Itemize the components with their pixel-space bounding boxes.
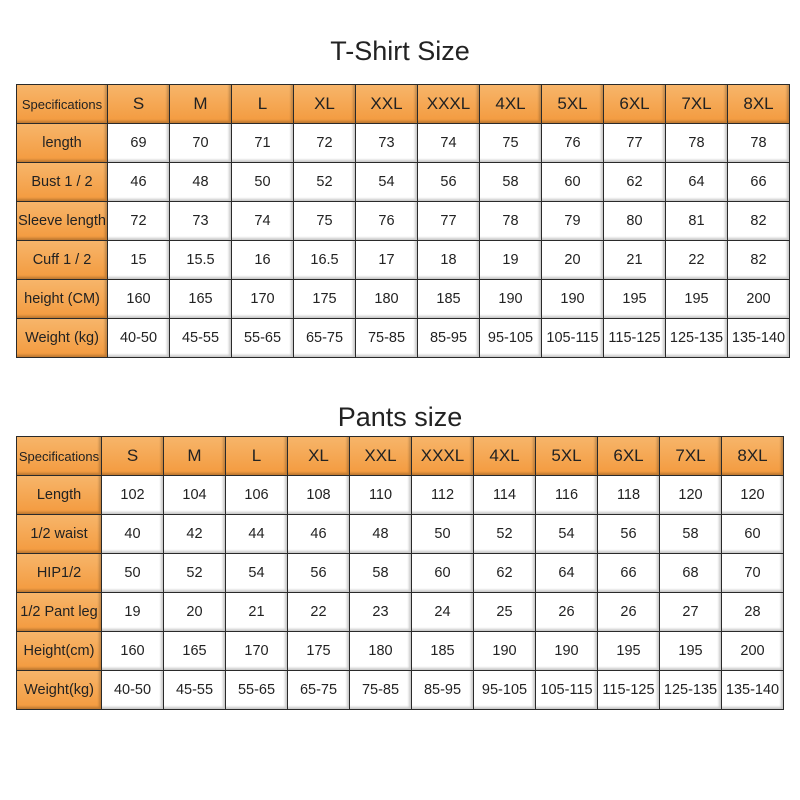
size-header-cell: 5XL: [536, 436, 598, 476]
size-header-cell: M: [170, 84, 232, 124]
size-header-cell: 7XL: [660, 436, 722, 476]
size-header-cell: XXXL: [412, 436, 474, 476]
tshirt-header-row: [16, 84, 790, 124]
measurement-cell: 195: [604, 280, 666, 319]
measurement-cell: 15: [108, 241, 170, 280]
row-label-cell: length: [16, 124, 108, 163]
row-label-cell: Height(cm): [16, 632, 102, 671]
size-header-cell: 6XL: [604, 84, 666, 124]
row-label-cell: Cuff 1 / 2: [16, 241, 108, 280]
measurement-cell: 52: [294, 163, 356, 202]
measurement-cell: 52: [474, 515, 536, 554]
measurement-cell: 69: [108, 124, 170, 163]
measurement-cell: 106: [226, 476, 288, 515]
measurement-cell: 190: [480, 280, 542, 319]
measurement-cell: 120: [722, 476, 784, 515]
row-label-cell: HIP1/2: [16, 554, 102, 593]
row-label-cell: Weight (kg): [16, 319, 108, 358]
measurement-cell: 135-140: [722, 671, 784, 710]
measurement-cell: 72: [294, 124, 356, 163]
measurement-cell: 78: [480, 202, 542, 241]
measurement-cell: 120: [660, 476, 722, 515]
measurement-cell: 75-85: [350, 671, 412, 710]
size-header-cell: 5XL: [542, 84, 604, 124]
measurement-cell: 185: [412, 632, 474, 671]
measurement-cell: 102: [102, 476, 164, 515]
specifications-header-cell: Specifications: [16, 84, 108, 124]
measurement-cell: 24: [412, 593, 474, 632]
measurement-cell: 55-65: [226, 671, 288, 710]
measurement-cell: 26: [598, 593, 660, 632]
measurement-cell: 105-115: [536, 671, 598, 710]
measurement-cell: 108: [288, 476, 350, 515]
measurement-cell: 17: [356, 241, 418, 280]
measurement-cell: 81: [666, 202, 728, 241]
row-label-cell: Sleeve length: [16, 202, 108, 241]
measurement-cell: 50: [412, 515, 474, 554]
measurement-cell: 160: [108, 280, 170, 319]
size-header-cell: 8XL: [728, 84, 790, 124]
size-header-cell: S: [102, 436, 164, 476]
measurement-cell: 115-125: [598, 671, 660, 710]
size-header-cell: XXL: [350, 436, 412, 476]
measurement-cell: 77: [418, 202, 480, 241]
measurement-cell: 80: [604, 202, 666, 241]
measurement-cell: 72: [108, 202, 170, 241]
table-row: [16, 476, 784, 515]
measurement-cell: 175: [294, 280, 356, 319]
measurement-cell: 60: [542, 163, 604, 202]
measurement-cell: 45-55: [170, 319, 232, 358]
measurement-cell: 56: [418, 163, 480, 202]
measurement-cell: 70: [170, 124, 232, 163]
measurement-cell: 22: [288, 593, 350, 632]
measurement-cell: 79: [542, 202, 604, 241]
measurement-cell: 16: [232, 241, 294, 280]
size-header-cell: L: [226, 436, 288, 476]
measurement-cell: 165: [170, 280, 232, 319]
measurement-cell: 40: [102, 515, 164, 554]
table-row: [16, 632, 784, 671]
measurement-cell: 75: [480, 124, 542, 163]
measurement-cell: 23: [350, 593, 412, 632]
measurement-cell: 48: [170, 163, 232, 202]
measurement-cell: 64: [536, 554, 598, 593]
measurement-cell: 71: [232, 124, 294, 163]
measurement-cell: 170: [226, 632, 288, 671]
measurement-cell: 19: [480, 241, 542, 280]
pants-size-title: Pants size: [337, 402, 463, 432]
row-label-cell: 1/2 Pant leg: [16, 593, 102, 632]
measurement-cell: 40-50: [102, 671, 164, 710]
measurement-cell: 115-125: [604, 319, 666, 358]
measurement-cell: 54: [356, 163, 418, 202]
measurement-cell: 74: [418, 124, 480, 163]
measurement-cell: 25: [474, 593, 536, 632]
measurement-cell: 42: [164, 515, 226, 554]
measurement-cell: 85-95: [412, 671, 474, 710]
measurement-cell: 54: [226, 554, 288, 593]
measurement-cell: 135-140: [728, 319, 790, 358]
measurement-cell: 62: [474, 554, 536, 593]
measurement-cell: 190: [474, 632, 536, 671]
row-label-cell: Bust 1 / 2: [16, 163, 108, 202]
measurement-cell: 74: [232, 202, 294, 241]
row-label-cell: height (CM): [16, 280, 108, 319]
table-row: [16, 124, 790, 163]
tshirt-size-title: T-Shirt Size: [330, 36, 470, 66]
table-row: [16, 593, 784, 632]
measurement-cell: 56: [598, 515, 660, 554]
measurement-cell: 85-95: [418, 319, 480, 358]
measurement-cell: 20: [542, 241, 604, 280]
specifications-header-cell: Specifications: [16, 436, 102, 476]
size-header-cell: XXL: [356, 84, 418, 124]
measurement-cell: 73: [170, 202, 232, 241]
measurement-cell: 46: [108, 163, 170, 202]
measurement-cell: 48: [350, 515, 412, 554]
measurement-cell: 77: [604, 124, 666, 163]
measurement-cell: 95-105: [474, 671, 536, 710]
size-header-cell: 8XL: [722, 436, 784, 476]
measurement-cell: 195: [598, 632, 660, 671]
measurement-cell: 55-65: [232, 319, 294, 358]
measurement-cell: 52: [164, 554, 226, 593]
measurement-cell: 64: [666, 163, 728, 202]
measurement-cell: 60: [412, 554, 474, 593]
measurement-cell: 78: [666, 124, 728, 163]
measurement-cell: 170: [232, 280, 294, 319]
table-row: [16, 202, 790, 241]
measurement-cell: 58: [660, 515, 722, 554]
measurement-cell: 65-75: [294, 319, 356, 358]
measurement-cell: 180: [356, 280, 418, 319]
measurement-cell: 104: [164, 476, 226, 515]
measurement-cell: 125-135: [666, 319, 728, 358]
size-header-cell: S: [108, 84, 170, 124]
pants-header-row: [16, 436, 784, 476]
table-row: [16, 280, 790, 319]
measurement-cell: 56: [288, 554, 350, 593]
measurement-cell: 76: [356, 202, 418, 241]
measurement-cell: 45-55: [164, 671, 226, 710]
measurement-cell: 19: [102, 593, 164, 632]
measurement-cell: 76: [542, 124, 604, 163]
measurement-cell: 15.5: [170, 241, 232, 280]
measurement-cell: 200: [728, 280, 790, 319]
measurement-cell: 180: [350, 632, 412, 671]
measurement-cell: 110: [350, 476, 412, 515]
measurement-cell: 165: [164, 632, 226, 671]
measurement-cell: 70: [722, 554, 784, 593]
measurement-cell: 46: [288, 515, 350, 554]
measurement-cell: 28: [722, 593, 784, 632]
measurement-cell: 175: [288, 632, 350, 671]
measurement-cell: 66: [728, 163, 790, 202]
measurement-cell: 82: [728, 202, 790, 241]
measurement-cell: 21: [226, 593, 288, 632]
table-row: [16, 554, 784, 593]
size-header-cell: 4XL: [480, 84, 542, 124]
measurement-cell: 26: [536, 593, 598, 632]
table-row: [16, 319, 790, 358]
size-header-cell: 6XL: [598, 436, 660, 476]
measurement-cell: 27: [660, 593, 722, 632]
measurement-cell: 160: [102, 632, 164, 671]
pants-size-table: [16, 436, 784, 710]
table-row: [16, 163, 790, 202]
size-header-cell: XL: [288, 436, 350, 476]
measurement-cell: 54: [536, 515, 598, 554]
table-row: [16, 241, 790, 280]
measurement-cell: 78: [728, 124, 790, 163]
row-label-cell: 1/2 waist: [16, 515, 102, 554]
measurement-cell: 65-75: [288, 671, 350, 710]
measurement-cell: 105-115: [542, 319, 604, 358]
row-label-cell: Weight(kg): [16, 671, 102, 710]
table-row: [16, 671, 784, 710]
size-header-cell: L: [232, 84, 294, 124]
table-row: [16, 515, 784, 554]
measurement-cell: 82: [728, 241, 790, 280]
measurement-cell: 62: [604, 163, 666, 202]
size-header-cell: XXXL: [418, 84, 480, 124]
measurement-cell: 116: [536, 476, 598, 515]
measurement-cell: 190: [542, 280, 604, 319]
size-header-cell: M: [164, 436, 226, 476]
measurement-cell: 66: [598, 554, 660, 593]
size-header-cell: XL: [294, 84, 356, 124]
measurement-cell: 50: [102, 554, 164, 593]
measurement-cell: 40-50: [108, 319, 170, 358]
measurement-cell: 58: [350, 554, 412, 593]
measurement-cell: 75-85: [356, 319, 418, 358]
tshirt-size-table: [16, 84, 790, 358]
size-header-cell: 4XL: [474, 436, 536, 476]
measurement-cell: 195: [666, 280, 728, 319]
measurement-cell: 20: [164, 593, 226, 632]
measurement-cell: 44: [226, 515, 288, 554]
measurement-cell: 118: [598, 476, 660, 515]
measurement-cell: 18: [418, 241, 480, 280]
measurement-cell: 95-105: [480, 319, 542, 358]
measurement-cell: 112: [412, 476, 474, 515]
measurement-cell: 60: [722, 515, 784, 554]
size-header-cell: 7XL: [666, 84, 728, 124]
measurement-cell: 125-135: [660, 671, 722, 710]
measurement-cell: 50: [232, 163, 294, 202]
measurement-cell: 68: [660, 554, 722, 593]
measurement-cell: 190: [536, 632, 598, 671]
measurement-cell: 185: [418, 280, 480, 319]
measurement-cell: 21: [604, 241, 666, 280]
measurement-cell: 16.5: [294, 241, 356, 280]
row-label-cell: Length: [16, 476, 102, 515]
measurement-cell: 200: [722, 632, 784, 671]
measurement-cell: 114: [474, 476, 536, 515]
measurement-cell: 73: [356, 124, 418, 163]
measurement-cell: 195: [660, 632, 722, 671]
measurement-cell: 58: [480, 163, 542, 202]
measurement-cell: 75: [294, 202, 356, 241]
measurement-cell: 22: [666, 241, 728, 280]
